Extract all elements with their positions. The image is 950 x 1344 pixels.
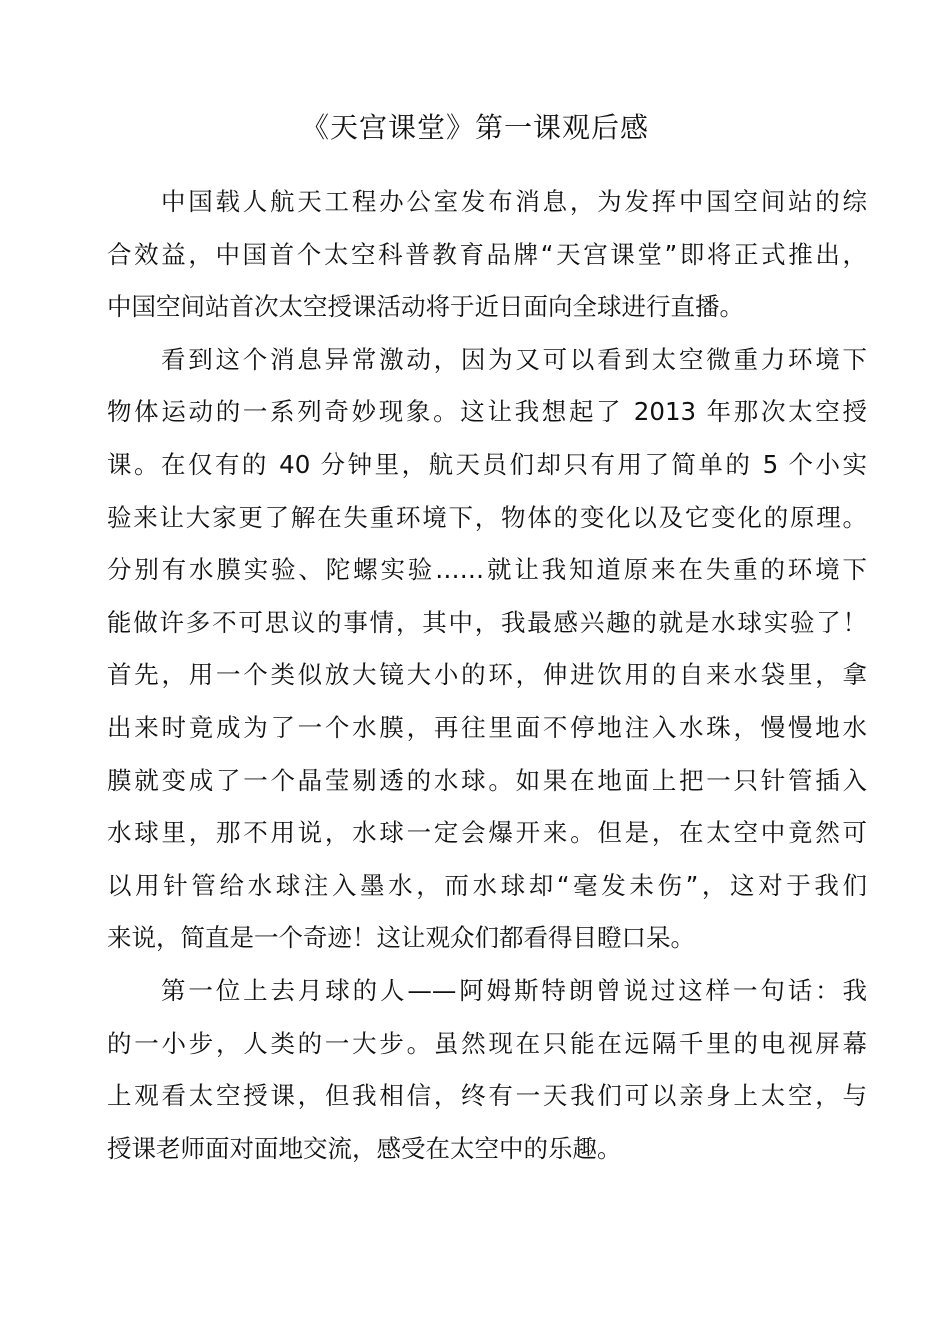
paragraph-3	[107, 965, 867, 1175]
paragraph-line: 膜就变成了一个晶莹剔透的水球。如果在地面上把一只针管插入	[107, 765, 867, 795]
paragraph-line: 能做许多不可思议的事情，其中，我最感兴趣的就是水球实验了！	[107, 607, 867, 637]
paragraph-line: 课。在仅有的 40 分钟里，航天员们却只有用了简单的 5 个小实	[107, 449, 867, 479]
paragraph-line: 分别有水膜实验、陀螺实验……就让我知道原来在失重的环境下	[107, 555, 867, 585]
paragraph-line: 物体运动的一系列奇妙现象。这让我想起了 2013 年那次太空授	[107, 397, 867, 427]
paragraph-line: 的一小步，人类的一大步。虽然现在只能在远隔千里的电视屏幕	[107, 1028, 867, 1058]
paragraph-line: 看到这个消息异常激动，因为又可以看到太空微重力环境下	[161, 344, 867, 374]
paragraph-line: 水球里，那不用说，水球一定会爆开来。但是，在太空中竟然可	[107, 818, 867, 848]
paragraph-line: 第一位上去月球的人——阿姆斯特朗曾说过这样一句话：我	[161, 975, 867, 1005]
paragraph-line: 出来时竟成为了一个水膜，再往里面不停地注入水珠，慢慢地水	[107, 712, 867, 742]
paragraph-line: 中国载人航天工程办公室发布消息，为发挥中国空间站的综	[161, 187, 867, 216]
paragraph-2	[107, 334, 867, 965]
paragraph-line: 上观看太空授课，但我相信，终有一天我们可以亲身上太空，与	[107, 1081, 867, 1111]
paragraph-line: 验来让大家更了解在失重环境下，物体的变化以及它变化的原理。	[107, 502, 867, 532]
paragraph-line: 授课老师面对面地交流，感受在太空中的乐趣。	[107, 1133, 622, 1163]
document-body	[107, 176, 867, 1175]
paragraph-line: 首先，用一个类似放大镜大小的环，伸进饮用的自来水袋里，拿	[107, 660, 867, 690]
paragraph-line: 中国空间站首次太空授课活动将于近日面向全球进行直播。	[107, 292, 744, 322]
paragraph-1	[107, 176, 867, 334]
document-title: 《天宫课堂》第一课观后感	[300, 111, 649, 144]
paragraph-line: 以用针管给水球注入墨水，而水球却“毫发未伤”，这对于我们	[107, 870, 867, 900]
paragraph-line: 合效益，中国首个太空科普教育品牌“天宫课堂”即将正式推出，	[107, 239, 867, 269]
paragraph-line: 来说，简直是一个奇迹！这让观众们都看得目瞪口呆。	[107, 923, 695, 953]
